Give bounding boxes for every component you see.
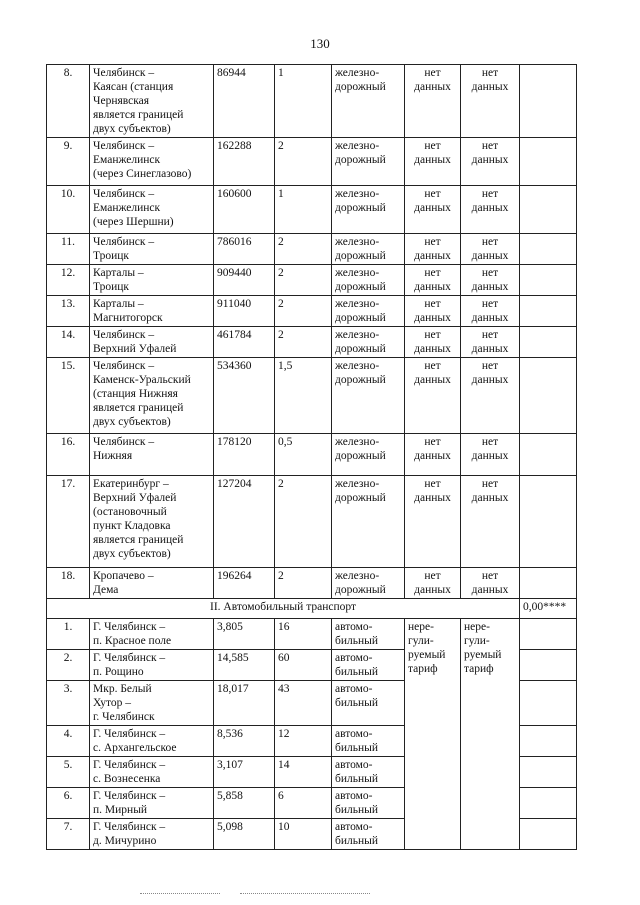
row-number: 2. (47, 650, 90, 681)
transport-type: автомо- бильный (332, 726, 405, 757)
empty-cell (520, 234, 577, 265)
transport-type: автомо- бильный (332, 788, 405, 819)
table-row (47, 327, 577, 358)
table-row (47, 476, 577, 568)
route-distance: 909440 (214, 265, 275, 296)
trip-count: 10 (275, 819, 332, 850)
row-number: 12. (47, 265, 90, 296)
transport-type: железно- дорожный (332, 434, 405, 476)
route-distance: 5,098 (214, 819, 275, 850)
no-data-cell: нет данных (461, 434, 520, 476)
no-data-cell: нет данных (405, 65, 461, 138)
trip-count: 6 (275, 788, 332, 819)
row-number: 3. (47, 681, 90, 726)
empty-cell (520, 138, 577, 186)
row-number: 1. (47, 619, 90, 650)
no-data-cell: нет данных (461, 265, 520, 296)
tariff-cell: нере- гули- руемый тариф (405, 619, 461, 850)
route-name: Г. Челябинск – д. Мичурино (90, 819, 214, 850)
no-data-cell: нет данных (461, 138, 520, 186)
route-distance: 162288 (214, 138, 275, 186)
route-name: Карталы – Магнитогорск (90, 296, 214, 327)
empty-cell (520, 434, 577, 476)
table-row (47, 619, 577, 650)
trip-count: 0,5 (275, 434, 332, 476)
empty-cell (520, 757, 577, 788)
no-data-cell: нет данных (405, 138, 461, 186)
no-data-cell: нет данных (405, 265, 461, 296)
empty-cell (520, 819, 577, 850)
no-data-cell: нет данных (405, 358, 461, 434)
route-name: Челябинск – Нижняя (90, 434, 214, 476)
row-number: 9. (47, 138, 90, 186)
row-number: 4. (47, 726, 90, 757)
route-name: Челябинск – Троицк (90, 234, 214, 265)
no-data-cell: нет данных (461, 234, 520, 265)
route-distance: 18,017 (214, 681, 275, 726)
row-number: 8. (47, 65, 90, 138)
no-data-cell: нет данных (461, 186, 520, 234)
transport-table (46, 64, 577, 850)
no-data-cell: нет данных (405, 476, 461, 568)
route-distance: 534360 (214, 358, 275, 434)
route-name: Г. Челябинск – с. Вознесенка (90, 757, 214, 788)
row-number: 11. (47, 234, 90, 265)
transport-type: автомо- бильный (332, 619, 405, 650)
transport-type: железно- дорожный (332, 65, 405, 138)
route-name: Кропачево – Дема (90, 568, 214, 599)
route-distance: 160600 (214, 186, 275, 234)
no-data-cell: нет данных (405, 234, 461, 265)
empty-cell (520, 650, 577, 681)
table-row (47, 186, 577, 234)
tariff-cell: нере- гули- руемый тариф (461, 619, 520, 850)
no-data-cell: нет данных (461, 476, 520, 568)
section-header-row (47, 599, 577, 619)
trip-count: 1,5 (275, 358, 332, 434)
no-data-cell: нет данных (461, 568, 520, 599)
trip-count: 2 (275, 265, 332, 296)
no-data-cell: нет данных (405, 296, 461, 327)
route-distance: 461784 (214, 327, 275, 358)
route-name: Карталы – Троицк (90, 265, 214, 296)
row-number: 5. (47, 757, 90, 788)
no-data-cell: нет данных (461, 327, 520, 358)
route-name: Челябинск – Каясан (станция Чернявская является границей двух субъектов) (90, 65, 214, 138)
empty-cell (520, 788, 577, 819)
transport-type: автомо- бильный (332, 819, 405, 850)
table-row (47, 138, 577, 186)
route-distance: 127204 (214, 476, 275, 568)
trip-count: 2 (275, 296, 332, 327)
table-row (47, 358, 577, 434)
rail-section (47, 65, 577, 599)
empty-cell (520, 681, 577, 726)
trip-count: 2 (275, 568, 332, 599)
route-distance: 911040 (214, 296, 275, 327)
trip-count: 1 (275, 65, 332, 138)
trip-count: 14 (275, 757, 332, 788)
empty-cell (520, 619, 577, 650)
trip-count: 60 (275, 650, 332, 681)
empty-cell (520, 186, 577, 234)
empty-cell (520, 568, 577, 599)
table-row (47, 434, 577, 476)
transport-type: автомо- бильный (332, 681, 405, 726)
footer-dotted-rule (240, 893, 370, 894)
route-distance: 196264 (214, 568, 275, 599)
row-number: 7. (47, 819, 90, 850)
auto-section (47, 599, 577, 619)
transport-type: железно- дорожный (332, 327, 405, 358)
no-data-cell: нет данных (405, 186, 461, 234)
trip-count: 2 (275, 327, 332, 358)
trip-count: 2 (275, 476, 332, 568)
transport-type: железно- дорожный (332, 234, 405, 265)
route-name: Г. Челябинск – п. Красное поле (90, 619, 214, 650)
transport-type: железно- дорожный (332, 138, 405, 186)
no-data-cell: нет данных (461, 65, 520, 138)
no-data-cell: нет данных (461, 296, 520, 327)
trip-count: 1 (275, 186, 332, 234)
transport-type: железно- дорожный (332, 265, 405, 296)
empty-cell (520, 296, 577, 327)
footer-dotted-rule (140, 893, 220, 894)
row-number: 14. (47, 327, 90, 358)
table-row (47, 568, 577, 599)
table-row (47, 65, 577, 138)
route-name: Челябинск – Еманжелинск (через Синеглазово) (90, 138, 214, 186)
no-data-cell: нет данных (405, 327, 461, 358)
transport-type: железно- дорожный (332, 568, 405, 599)
empty-cell (520, 726, 577, 757)
trip-count: 16 (275, 619, 332, 650)
empty-cell (520, 358, 577, 434)
transport-type: автомо- бильный (332, 650, 405, 681)
table-row (47, 234, 577, 265)
row-number: 18. (47, 568, 90, 599)
route-name: Г. Челябинск – п. Рощино (90, 650, 214, 681)
route-name: Челябинск – Еманжелинск (через Шершни) (90, 186, 214, 234)
transport-type: железно- дорожный (332, 476, 405, 568)
no-data-cell: нет данных (461, 358, 520, 434)
table-row (47, 296, 577, 327)
route-distance: 5,858 (214, 788, 275, 819)
route-distance: 86944 (214, 65, 275, 138)
row-number: 13. (47, 296, 90, 327)
route-name: Г. Челябинск – п. Мирный (90, 788, 214, 819)
row-number: 15. (47, 358, 90, 434)
transport-type: автомо- бильный (332, 757, 405, 788)
trip-count: 2 (275, 138, 332, 186)
row-number: 6. (47, 788, 90, 819)
route-distance: 3,805 (214, 619, 275, 650)
route-name: Мкр. Белый Хутор – г. Челябинск (90, 681, 214, 726)
transport-type: железно- дорожный (332, 358, 405, 434)
no-data-cell: нет данных (405, 434, 461, 476)
empty-cell (520, 65, 577, 138)
section-value: 0,00**** (520, 599, 577, 619)
route-distance: 14,585 (214, 650, 275, 681)
empty-cell (520, 265, 577, 296)
route-name: Г. Челябинск – с. Архангельское (90, 726, 214, 757)
row-number: 16. (47, 434, 90, 476)
row-number: 10. (47, 186, 90, 234)
page-number: 130 (310, 36, 330, 51)
route-distance: 786016 (214, 234, 275, 265)
route-name: Челябинск – Верхний Уфалей (90, 327, 214, 358)
route-distance: 8,536 (214, 726, 275, 757)
empty-cell (520, 476, 577, 568)
empty-cell (520, 327, 577, 358)
route-distance: 178120 (214, 434, 275, 476)
trip-count: 2 (275, 234, 332, 265)
table-row (47, 265, 577, 296)
section-title: II. Автомобильный транспорт (47, 599, 520, 619)
auto-rows (47, 619, 577, 850)
row-number: 17. (47, 476, 90, 568)
trip-count: 43 (275, 681, 332, 726)
route-name: Екатеринбург – Верхний Уфалей (остановочный пункт Кладовка является границей двух субъектов) (90, 476, 214, 568)
route-name: Челябинск – Каменск-Уральский (станция Нижняя является границей двух субъектов) (90, 358, 214, 434)
trip-count: 12 (275, 726, 332, 757)
transport-type: железно- дорожный (332, 296, 405, 327)
route-distance: 3,107 (214, 757, 275, 788)
transport-type: железно- дорожный (332, 186, 405, 234)
no-data-cell: нет данных (405, 568, 461, 599)
